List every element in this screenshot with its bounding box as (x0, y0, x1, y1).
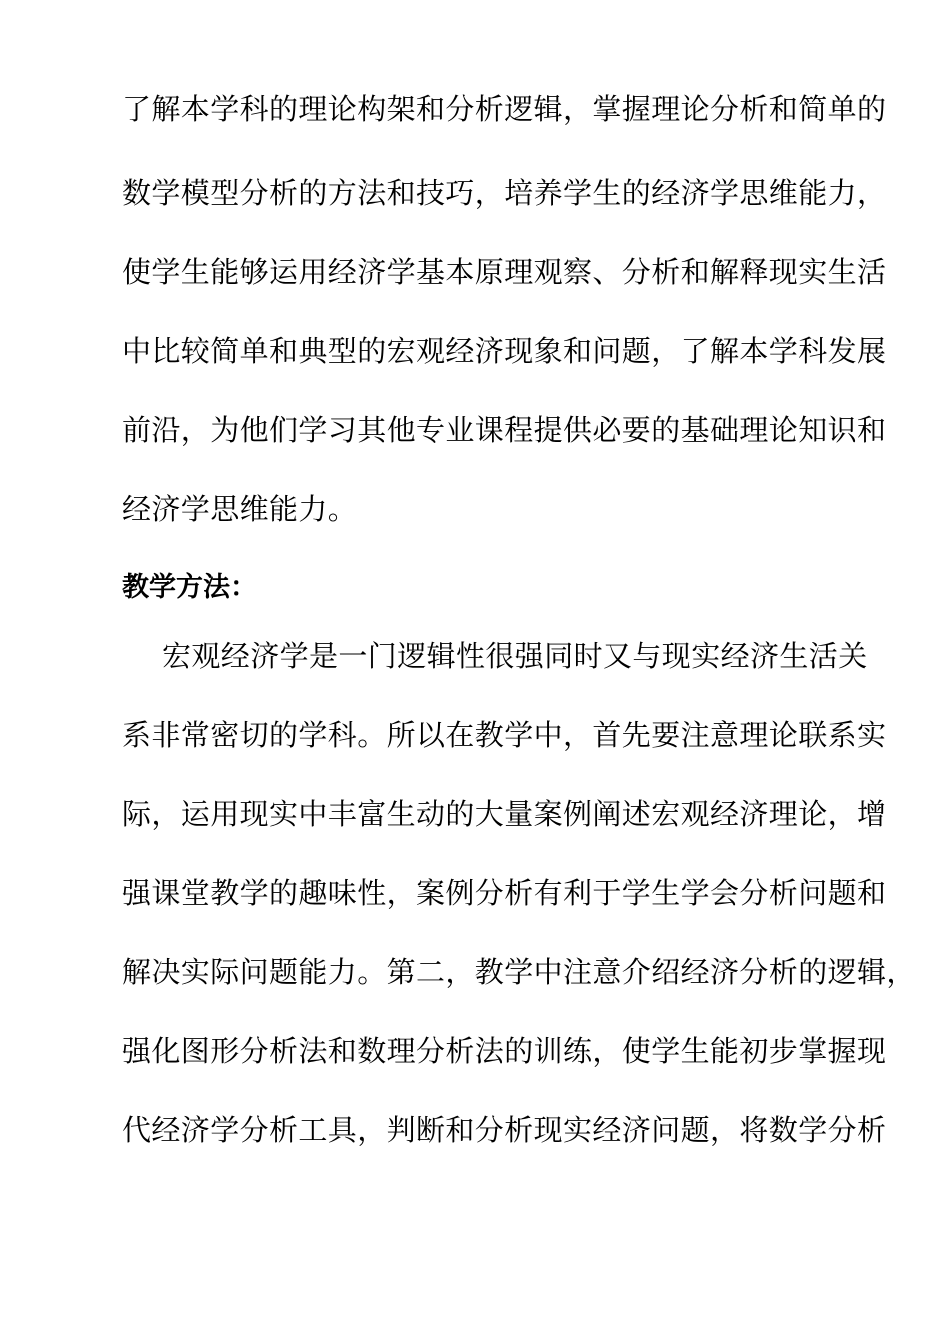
paragraph-1-line-2: 数学模型分析的方法和技巧，培养学生的经济学思维能力， (122, 176, 887, 210)
paragraph-1-line-4: 中比较简单和典型的宏观经济现象和问题，了解本学科发展 (122, 334, 887, 368)
paragraph-2-line-1: 宏观经济学是一门逻辑性很强同时又与现实经济生活关 (162, 639, 868, 673)
paragraph-2-line-2: 系非常密切的学科。所以在教学中，首先要注意理论联系实 (122, 718, 887, 752)
paragraph-1-line-6: 经济学思维能力。 (122, 492, 358, 526)
paragraph-1-line-3: 使学生能够运用经济学基本原理观察、分析和解释现实生活 (122, 255, 887, 289)
paragraph-2-line-3: 际，运用现实中丰富生动的大量案例阐述宏观经济理论，增 (122, 797, 887, 831)
paragraph-1-line-1: 了解本学科的理论构架和分析逻辑，掌握理论分析和简单的 (122, 92, 887, 126)
paragraph-2-line-7: 代经济学分析工具，判断和分析现实经济问题，将数学分析 (122, 1113, 887, 1147)
paragraph-2-line-6: 强化图形分析法和数理分析法的训练，使学生能初步掌握现 (122, 1034, 887, 1068)
section-heading: 教学方法： (122, 572, 257, 603)
paragraph-2-line-5: 解决实际问题能力。第二，教学中注意介绍经济分析的逻辑， (122, 955, 916, 989)
paragraph-1-line-5: 前沿，为他们学习其他专业课程提供必要的基础理论知识和 (122, 413, 887, 447)
paragraph-2-line-4: 强课堂教学的趣味性，案例分析有利于学生学会分析问题和 (122, 876, 887, 910)
